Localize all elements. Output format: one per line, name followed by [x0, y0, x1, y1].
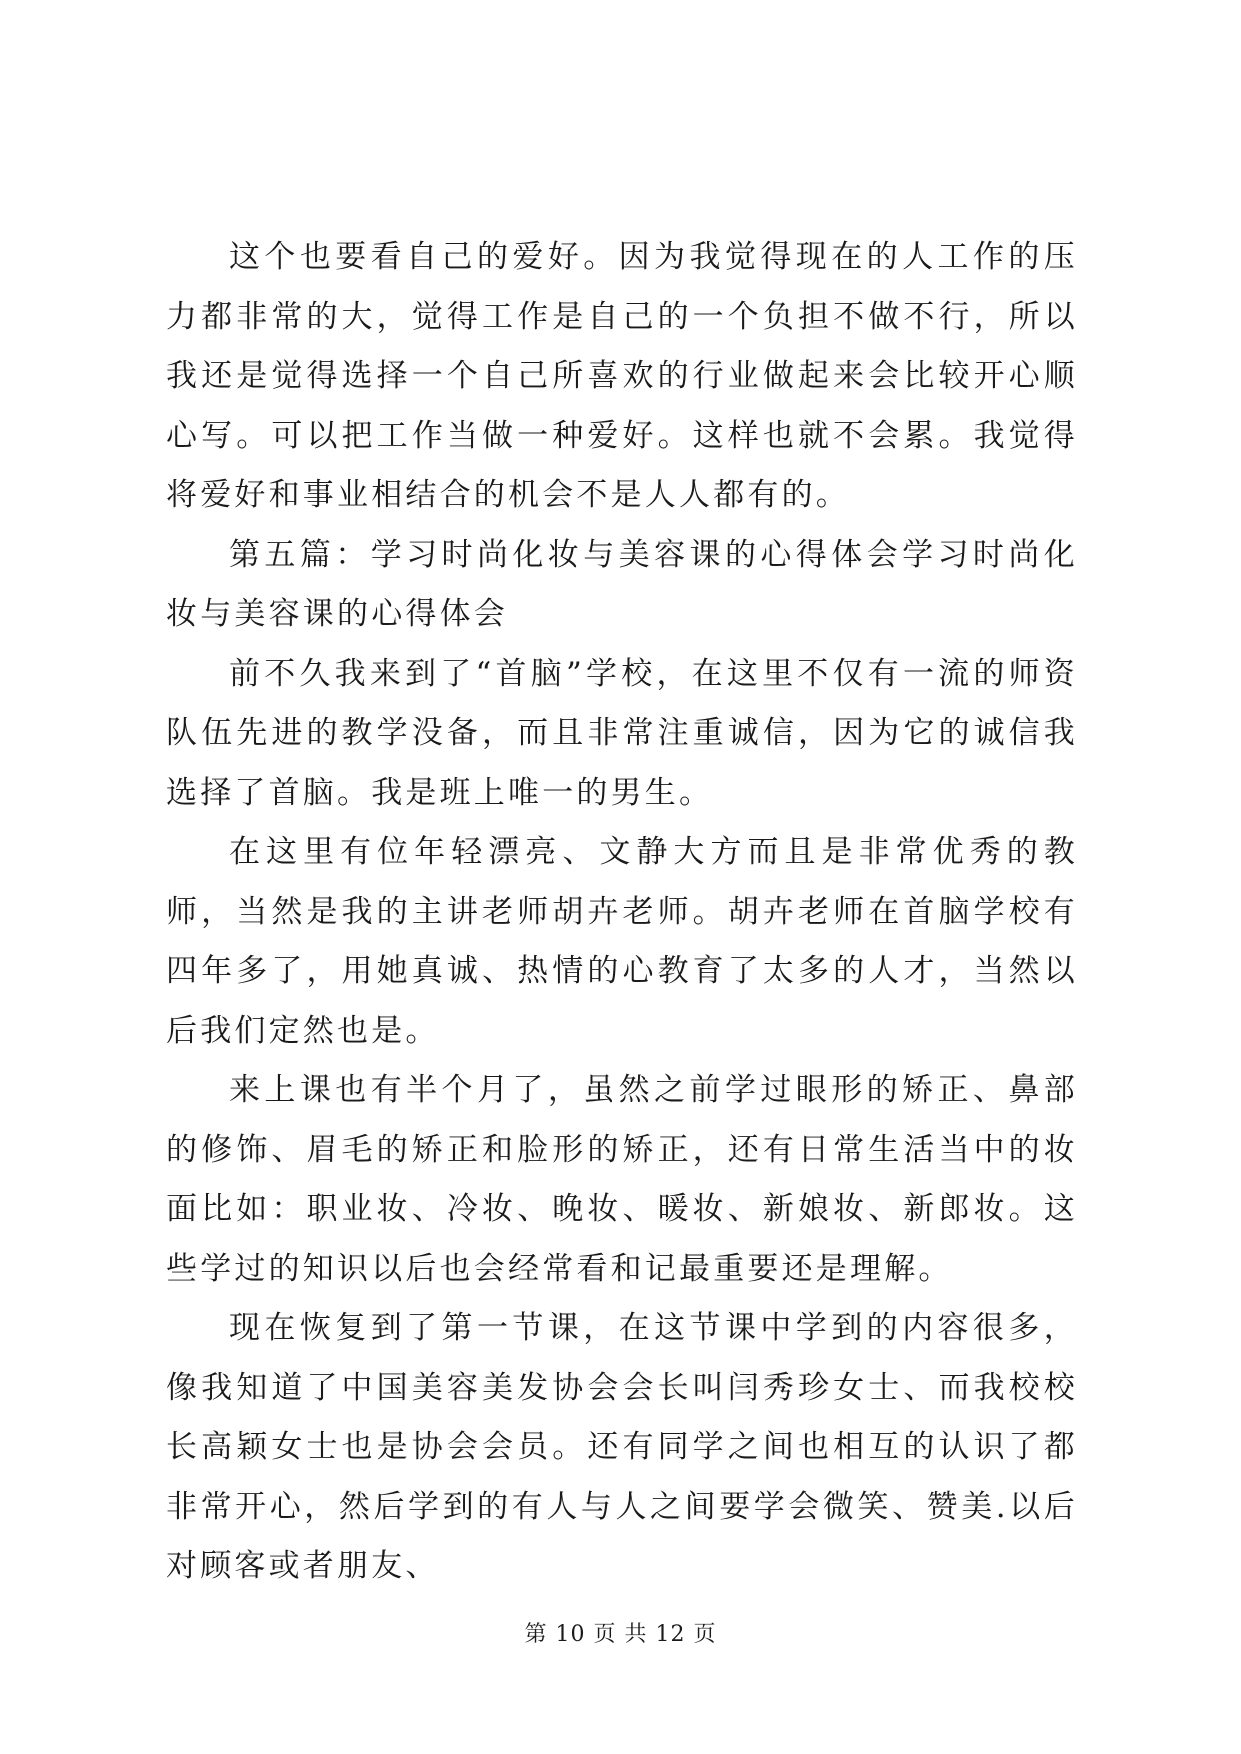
section-heading-fifth: 第五篇：学习时尚化妆与美容课的心得体会学习时尚化妆与美容课的心得体会 [166, 536, 1078, 632]
paragraph-course-content: 来上课也有半个月了，虽然之前学过眼形的矫正、鼻部的修饰、眉毛的矫正和脸形的矫正，还有日常生活当中的妆面比如：职业妆、冷妆、晚妆、暖妆、新娘妆、新郎妆。这些学过的知识以后也会经常看和记最重要还是理解。 [166, 1072, 1078, 1287]
paragraph-first-lesson: 现在恢复到了第一节课，在这节课中学到的内容很多，像我知道了中国美容美发协会会长叫闫秀珍女士、而我校校长高颖女士也是协会会员。还有同学之间也相互的认识了都非常开心，然后学到的有人与人之间要学会微笑、赞美.以后对顾客或者朋友、 [166, 1310, 1078, 1584]
paragraph-school-intro: 前不久我来到了“首脑”学校，在这里不仅有一流的师资队伍先进的教学没备，而且非常注重诚信，因为它的诚信我选择了首脑。我是班上唯一的男生。 [166, 655, 1078, 811]
page-number-footer: 第 10 页 共 12 页 [524, 1622, 717, 1647]
paragraph-hobby-career: 这个也要看自己的爱好。因为我觉得现在的人工作的压力都非常的大，觉得工作是自己的一个负担不做不行，所以我还是觉得选择一个自己所喜欢的行业做起来会比较开心顺心写。可以把工作当做一种爱好。这样也就不会累。我觉得将爱好和事业相结合的机会不是人人都有的。 [166, 239, 1078, 513]
document-body [166, 228, 1078, 1597]
paragraph-teacher: 在这里有位年轻漂亮、文静大方而且是非常优秀的教师，当然是我的主讲老师胡卉老师。胡卉老师在首脑学校有四年多了，用她真诚、热情的心教育了太多的人才，当然以后我们定然也是。 [166, 834, 1078, 1049]
